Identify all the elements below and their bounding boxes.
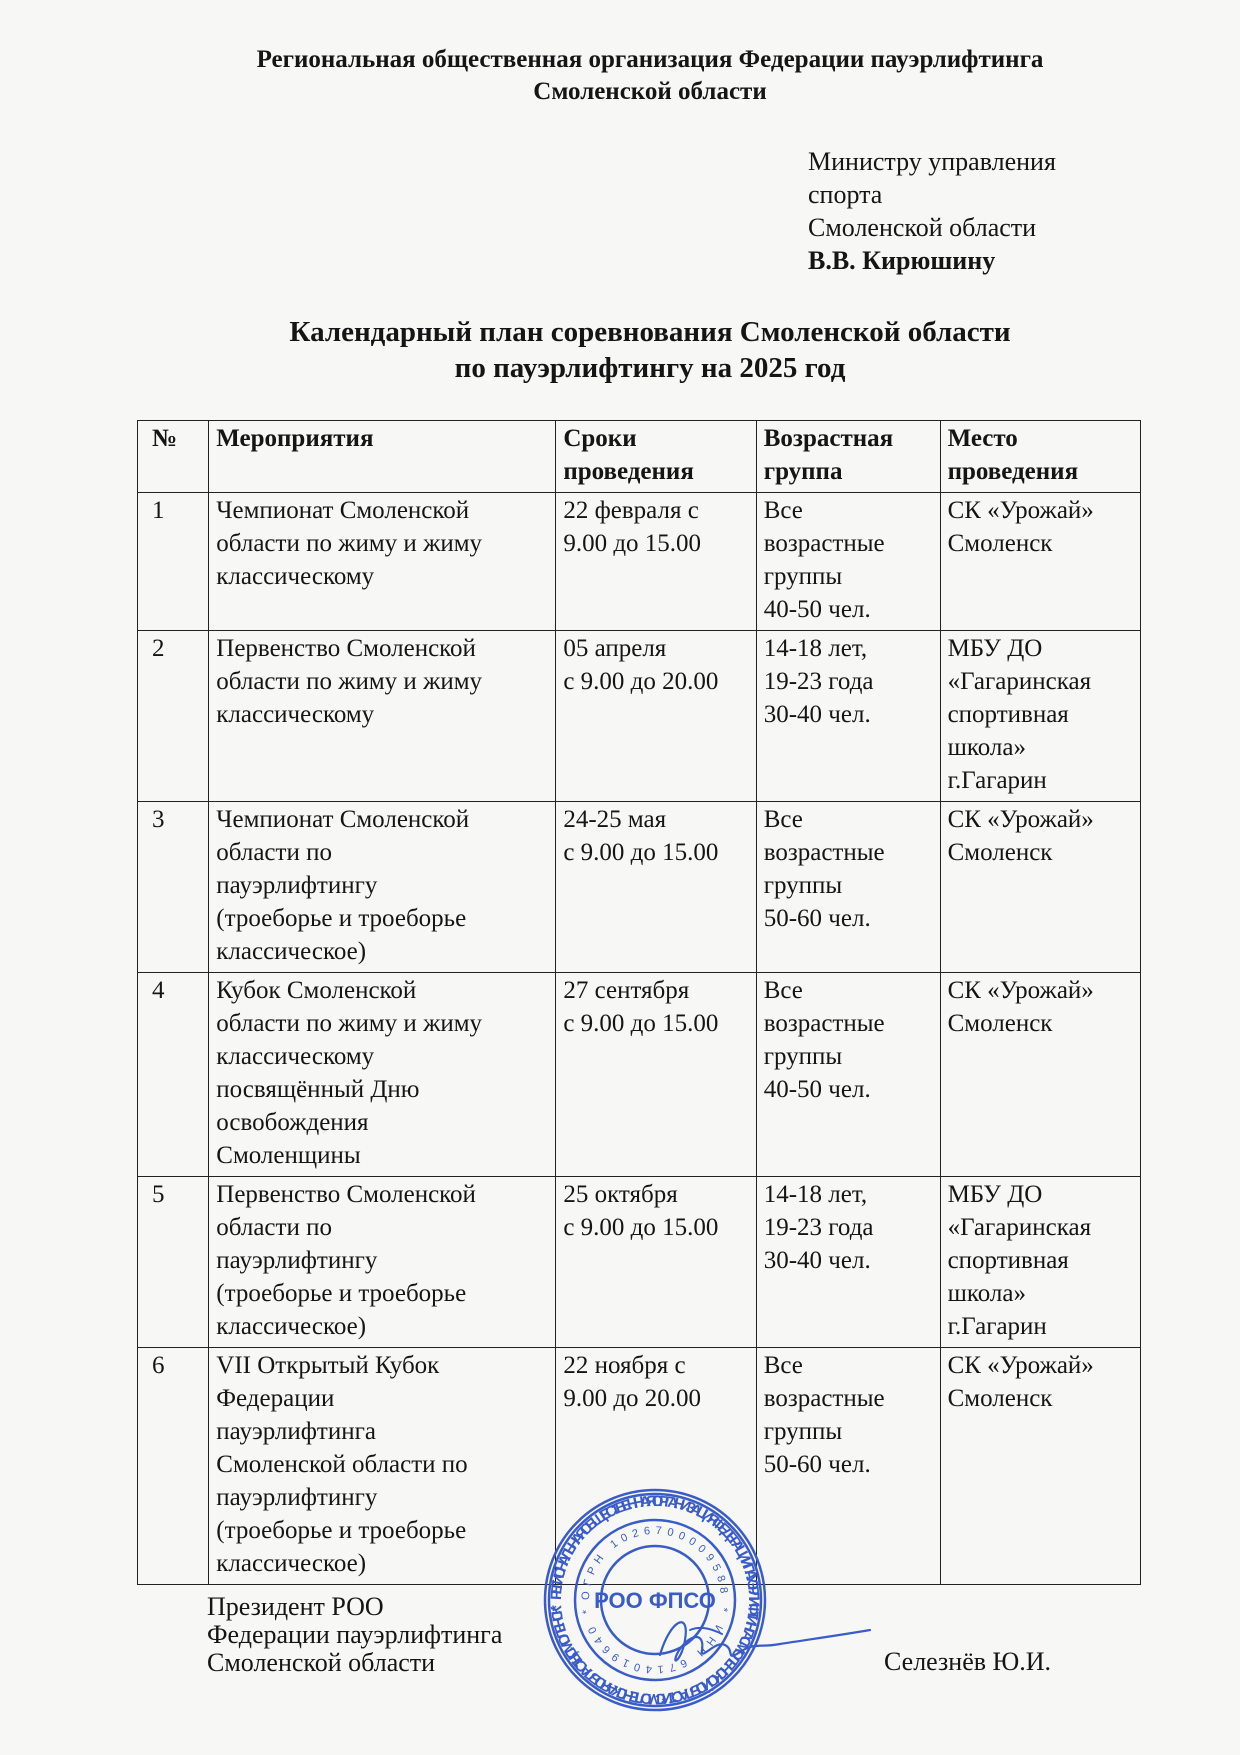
table-row bbox=[138, 493, 1141, 631]
cell-num: 1 bbox=[138, 493, 209, 631]
stamp-inner-text: ОГРН 1026700009588 * ИНН 6714019640 * bbox=[579, 1524, 731, 1676]
cell-num: 2 bbox=[138, 631, 209, 802]
addressee-line1: Министру управления bbox=[808, 147, 1056, 176]
cell-place: СК «Урожай» Смоленск bbox=[940, 1348, 1140, 1585]
signatory-position bbox=[207, 1593, 502, 1677]
cell-num: 4 bbox=[138, 973, 209, 1177]
cell-age: 14-18 лет, 19-23 года 30-40 чел. bbox=[756, 631, 940, 802]
competition-plan-table bbox=[137, 420, 1141, 1585]
cell-event: Кубок Смоленской области по жиму и жиму классическому посвящённый Дню освобождения Смоленщины bbox=[209, 973, 556, 1177]
cell-dates: 25 октября с 9.00 до 15.00 bbox=[556, 1177, 756, 1348]
cell-event: Чемпионат Смоленской области по жиму и жиму классическому bbox=[209, 493, 556, 631]
table-header-row bbox=[138, 421, 1141, 493]
cell-dates: 22 февраля с 9.00 до 15.00 bbox=[556, 493, 756, 631]
cell-num: 3 bbox=[138, 802, 209, 973]
table-row bbox=[138, 1177, 1141, 1348]
cell-dates: 05 апреля с 9.00 до 20.00 bbox=[556, 631, 756, 802]
table-row bbox=[138, 973, 1141, 1177]
stamp-center-text: РОО ФПСО bbox=[594, 1588, 716, 1613]
organization-header bbox=[0, 44, 1240, 108]
cell-place: СК «Урожай» Смоленск bbox=[940, 493, 1140, 631]
cell-age: Все возрастные группы 50-60 чел. bbox=[756, 802, 940, 973]
document-title bbox=[0, 314, 1240, 386]
cell-age: 14-18 лет, 19-23 года 30-40 чел. bbox=[756, 1177, 940, 1348]
cell-place: СК «Урожай» Смоленск bbox=[940, 802, 1140, 973]
cell-dates: 22 ноября с 9.00 до 20.00 bbox=[556, 1348, 756, 1585]
addressee-line2: спорта bbox=[808, 180, 883, 209]
cell-num: 6 bbox=[138, 1348, 209, 1585]
position-line1: Президент РОО bbox=[207, 1592, 384, 1621]
table-row bbox=[138, 631, 1141, 802]
signer-name: Селезнёв Ю.И. bbox=[884, 1647, 1052, 1676]
title-line1: Календарный план соревнования Смоленской области bbox=[289, 316, 1011, 348]
cell-place: МБУ ДО «Гагаринская спортивная школа» г.Гагарин bbox=[940, 631, 1140, 802]
cell-age: Все возрастные группы 40-50 чел. bbox=[756, 973, 940, 1177]
stamp-outer-text: РЕГИОНАЛЬНАЯ ОБЩЕСТВЕННАЯ ОРГАНИЗАЦИЯ ФЕДЕРАЦИИ ПАУЭРЛИФТИНГА СМОЛЕНСКОЙ ОБЛАСТИ * СМОЛЕНСКАЯ ОБЛАСТЬ, Г. СМОЛЕНСК * bbox=[547, 1492, 763, 1708]
title-line2: по пауэрлифтингу на 2025 год bbox=[454, 352, 846, 384]
position-line2: Федерации пауэрлифтинга bbox=[207, 1620, 503, 1649]
cell-age: Все возрастные группы 50-60 чел. bbox=[756, 1348, 940, 1585]
org-name-line1: Региональная общественная организация Федерации пауэрлифтинга bbox=[256, 46, 1044, 73]
header-age: Возрастная группа bbox=[756, 421, 940, 493]
addressee-line3: Смоленской области bbox=[808, 213, 1037, 242]
cell-event: Чемпионат Смоленской области по пауэрлифтингу (троеборье и троеборье классическое) bbox=[209, 802, 556, 973]
cell-age: Все возрастные группы 40-50 чел. bbox=[756, 493, 940, 631]
header-place: Место проведения bbox=[940, 421, 1140, 493]
addressee-block bbox=[808, 145, 1056, 277]
cell-place: МБУ ДО «Гагаринская спортивная школа» г.Гагарин bbox=[940, 1177, 1140, 1348]
cell-dates: 27 сентября с 9.00 до 15.00 bbox=[556, 973, 756, 1177]
table-row bbox=[138, 802, 1141, 973]
header-num: № bbox=[138, 421, 209, 493]
cell-event: Первенство Смоленской области по пауэрлифтингу (троеборье и троеборье классическое) bbox=[209, 1177, 556, 1348]
cell-num: 5 bbox=[138, 1177, 209, 1348]
cell-dates: 24-25 мая с 9.00 до 15.00 bbox=[556, 802, 756, 973]
cell-event: Первенство Смоленской области по жиму и жиму классическому bbox=[209, 631, 556, 802]
position-line3: Смоленской области bbox=[207, 1648, 436, 1677]
header-event: Мероприятия bbox=[209, 421, 556, 493]
cell-place: СК «Урожай» Смоленск bbox=[940, 973, 1140, 1177]
handwritten-signature bbox=[630, 1600, 880, 1680]
org-name-line2: Смоленской области bbox=[533, 78, 767, 105]
addressee-name: В.В. Кирюшину bbox=[808, 246, 996, 275]
header-dates: Сроки проведения bbox=[556, 421, 756, 493]
cell-event: VII Открытый Кубок Федерации пауэрлифтинга Смоленской области по пауэрлифтингу (троеборье и троеборье классическое) bbox=[209, 1348, 556, 1585]
